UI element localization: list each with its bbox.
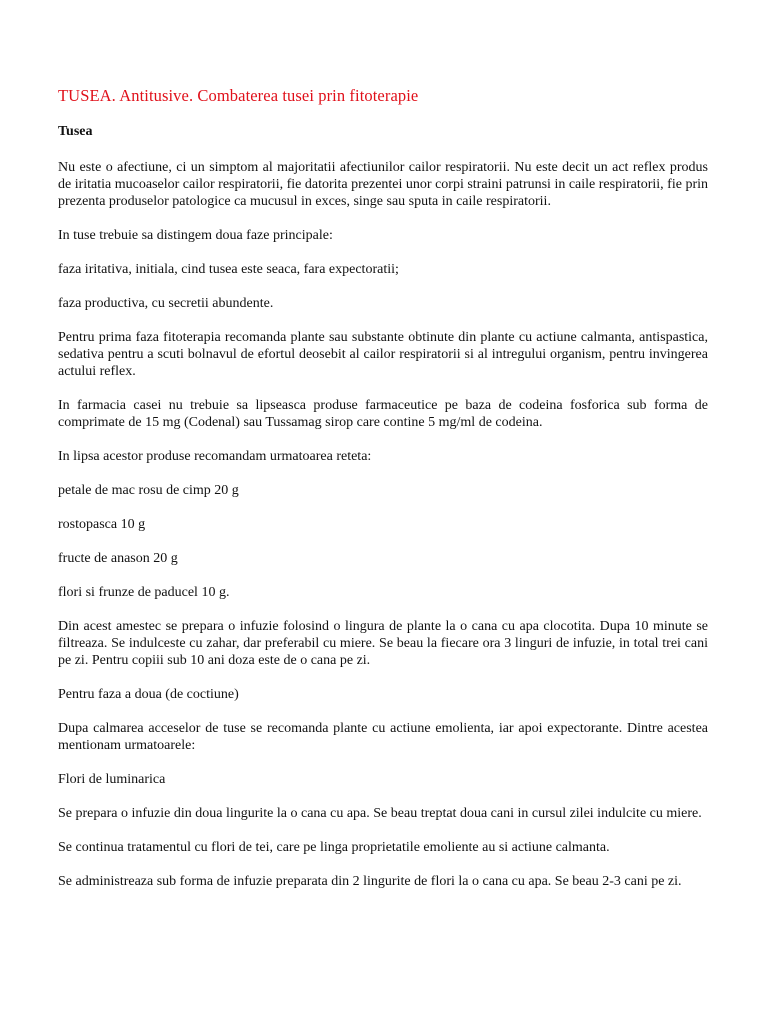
document-body (58, 86, 708, 907)
recipe-item: flori si frunze de paducel 10 g. (58, 585, 230, 600)
recipe-item: rostopasca 10 g (58, 517, 146, 532)
paragraph-home-pharmacy: In farmacia casei nu trebuie sa lipseasca produse farmaceutice pe baza de codeina fosforica sub forma de comprimate de 15 mg (Codenal) sau Tussamag sirop care contine 5 mg/ml de codeina. (58, 398, 708, 430)
paragraph-linden: Se continua tratamentul cu flori de tei, care pe linga proprietatile emoliente au si actiune calmanta. (58, 840, 610, 855)
section-heading: Tusea (58, 124, 93, 139)
paragraph-preparation: Din acest amestec se prepara o infuzie folosind o lingura de plante la o cana cu apa clocotita. Dupa 10 minute se filtreaza. Se indulceste cu zahar, dar preferabil cu miere. Se beau la fiecare ora 3 linguri de infuzie, in total trei cani pe zi. Pentru copiii sub 10 ani doza este de o cana pe zi. (58, 619, 708, 668)
paragraph-infusion: Se prepara o infuzie din doua lingurite la o cana cu apa. Se beau treptat doua cani in cursul zilei indulcite cu miere. (58, 806, 702, 821)
paragraph-first-phase: Pentru prima faza fitoterapia recomanda plante sau substante obtinute din plante cu actiune calmanta, antispastica, sedativa pentru a scuti bolnavul de efortul deosebit al cailor respiratorii si al intregului organism, pentru invingerea actului reflex. (58, 330, 708, 379)
paragraph-second-phase: Pentru faza a doua (de coctiune) (58, 687, 239, 702)
paragraph-plant-name: Flori de luminarica (58, 772, 166, 787)
recipe-item: fructe de anason 20 g (58, 551, 178, 566)
phase-productive: faza productiva, cu secretii abundente. (58, 296, 274, 311)
document-title: TUSEA. Antitusive. Combaterea tusei prin fitoterapie (58, 86, 419, 105)
paragraph-emollient: Dupa calmarea acceselor de tuse se recomanda plante cu actiune emolienta, iar apoi expectorante. Dintre acestea mentionam urmatoarele: (58, 721, 708, 753)
paragraph-phases-intro: In tuse trebuie sa distingem doua faze principale: (58, 228, 333, 243)
paragraph-intro: Nu este o afectiune, ci un simptom al majoritatii afectiunilor cailor respiratorii. Nu este decit un act reflex produs de iritatia mucoaselor cailor respiratorii, fie datorita prezentei unor corpi straini patrunsi in caile respiratorii, fie prin prezenta produselor patologice ca mucusul in exces, singe sau sputa in caile respiratorii. (58, 160, 708, 209)
recipe-item: petale de mac rosu de cimp 20 g (58, 483, 239, 498)
paragraph-recipe-intro: In lipsa acestor produse recomandam urmatoarea reteta: (58, 449, 372, 464)
paragraph-administration: Se administreaza sub forma de infuzie preparata din 2 lingurite de flori la o cana cu apa. Se beau 2-3 cani pe zi. (58, 874, 682, 889)
phase-irritative: faza iritativa, initiala, cind tusea este seaca, fara expectoratii; (58, 262, 399, 277)
